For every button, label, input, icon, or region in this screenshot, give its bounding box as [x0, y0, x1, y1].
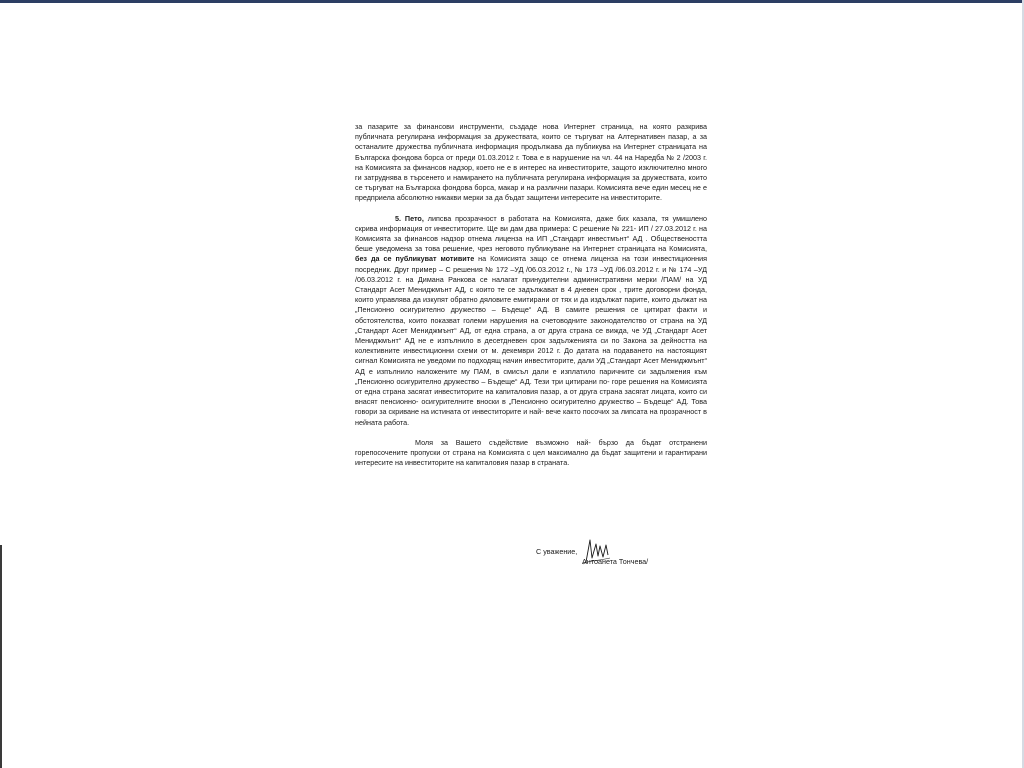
signature-greeting: С уважение, [536, 547, 578, 556]
paragraph-2-bold-text: без да се публикуват мотивите [355, 254, 475, 264]
paragraph-spacer [355, 204, 707, 214]
paragraph-spacer [355, 428, 707, 438]
paragraph-2 [355, 214, 707, 428]
signature-name: Антоанета Тончева/ [582, 557, 649, 566]
left-edge-line [0, 545, 2, 768]
signature-block [536, 536, 716, 576]
top-border-line [0, 0, 1024, 3]
paragraph-3: Моля за Вашето съдействие възможно най- бързо да бъдат отстранени горепосочените пропуски от страна на Комисията с цел максимално да бъдат защитени и гарантирани интересите на инвеститорите на капиталовия пазар в страната. [355, 437, 707, 468]
paragraph-1: за пазарите за финансови инструменти, създаде нова Интернет страница, на която разкрива публичната регулирана информация за дружествата, които се търгуват на Алтернативен пазар, а за останалите дружества публичната информация продължава да публикува на Интернет страницата на Българска фондова борса от преди 01.03.2012 г. Това е в нарушение на чл. 44 на Наредба № 2 /2003 г. на Комисията за финансов надзор, което не е в интерес на инвеститорите, защото изключително много ги затруднява в търсенето и намирането на публичната регулирана информация за дружествата, които се търгуват на Българска фондова борса, макар и на различни пазари. Комисията вече един месец не е предприела абсолютно никакви мерки за да бъдат защитени интересите на инвеститорите. [355, 122, 707, 203]
letter-body [355, 122, 707, 469]
point-five-heading: 5. Пето, [395, 213, 424, 223]
paragraph-2-text-b: на Комисията защо се отнема лиценза на този инвестиционния посредник. Друг пример – С решения № 172 –УД /06.03.2012 г., № 173 –УД /06.03.2012 г. и № 174 –УД /06.03.2012 г. на Димана Ранкова се налагат принудителни административни мерки /ПАМ/ на УД Стандарт Асет Мениджмънт АД, с които те се задължават в 4 дневен срок , трите договорни фонда, които управлява да изкупят обратно дяловите емитирани от тях и да издължат парите, които дължат на „Пенсионно осигурително дружество – Бъдеще“ АД. В самите решения се цитират факти и обстоятелства, които показват големи нарушения на счетоводните законодателство от страна на УД „Стандарт Асет Мениджмънт“ АД, от една страна, а от друга страна се вижда, че УД „Стандарт Асет Мениджмънт“ АД не е изпълнило в десетдневен срок задълженията си по Закона за дейността на колективните инвестиционни схеми от м. декември 2012 г. До датата на подаването на настоящият сигнал Комисията не уведоми по подходящ начин инвеститорите, дали УД „Стандарт Асет Мениджмънт“ АД е изпълнило наложените му ПАМ, в смисъл дали е изплатило паричните си задължения към „Пенсионно осигурително дружество – Бъдеще“ АД. Тези три цитирани по- горе решения на Комисията от една страна засягат инвеститорите на капиталовия пазар, а от друга страна засягат лицата, които си внасят пенсионно- осигурителните вноски в „Пенсионно осигурително дружество – Бъдеще“ АД. Това говори за скриване на истината от инвеститорите и най- вече както посочих за липсата на прозрачност в нейната работа. [355, 254, 708, 427]
paragraph-2-text-a: липсва прозрачност в работата на Комисията, даже бих казала, тя умишлено скрива информация от инвеститорите. Ще ви дам два примера: С решение № 221- ИП / 27.03.2012 г. на Комисията за финансов надзор отнема лиценза на ИП „Стандарт инвестмънт“ АД . Обществеността беше уведомена за това решение, чрез неговото публикуване на Интернет страницата на Комисията, [355, 213, 707, 254]
